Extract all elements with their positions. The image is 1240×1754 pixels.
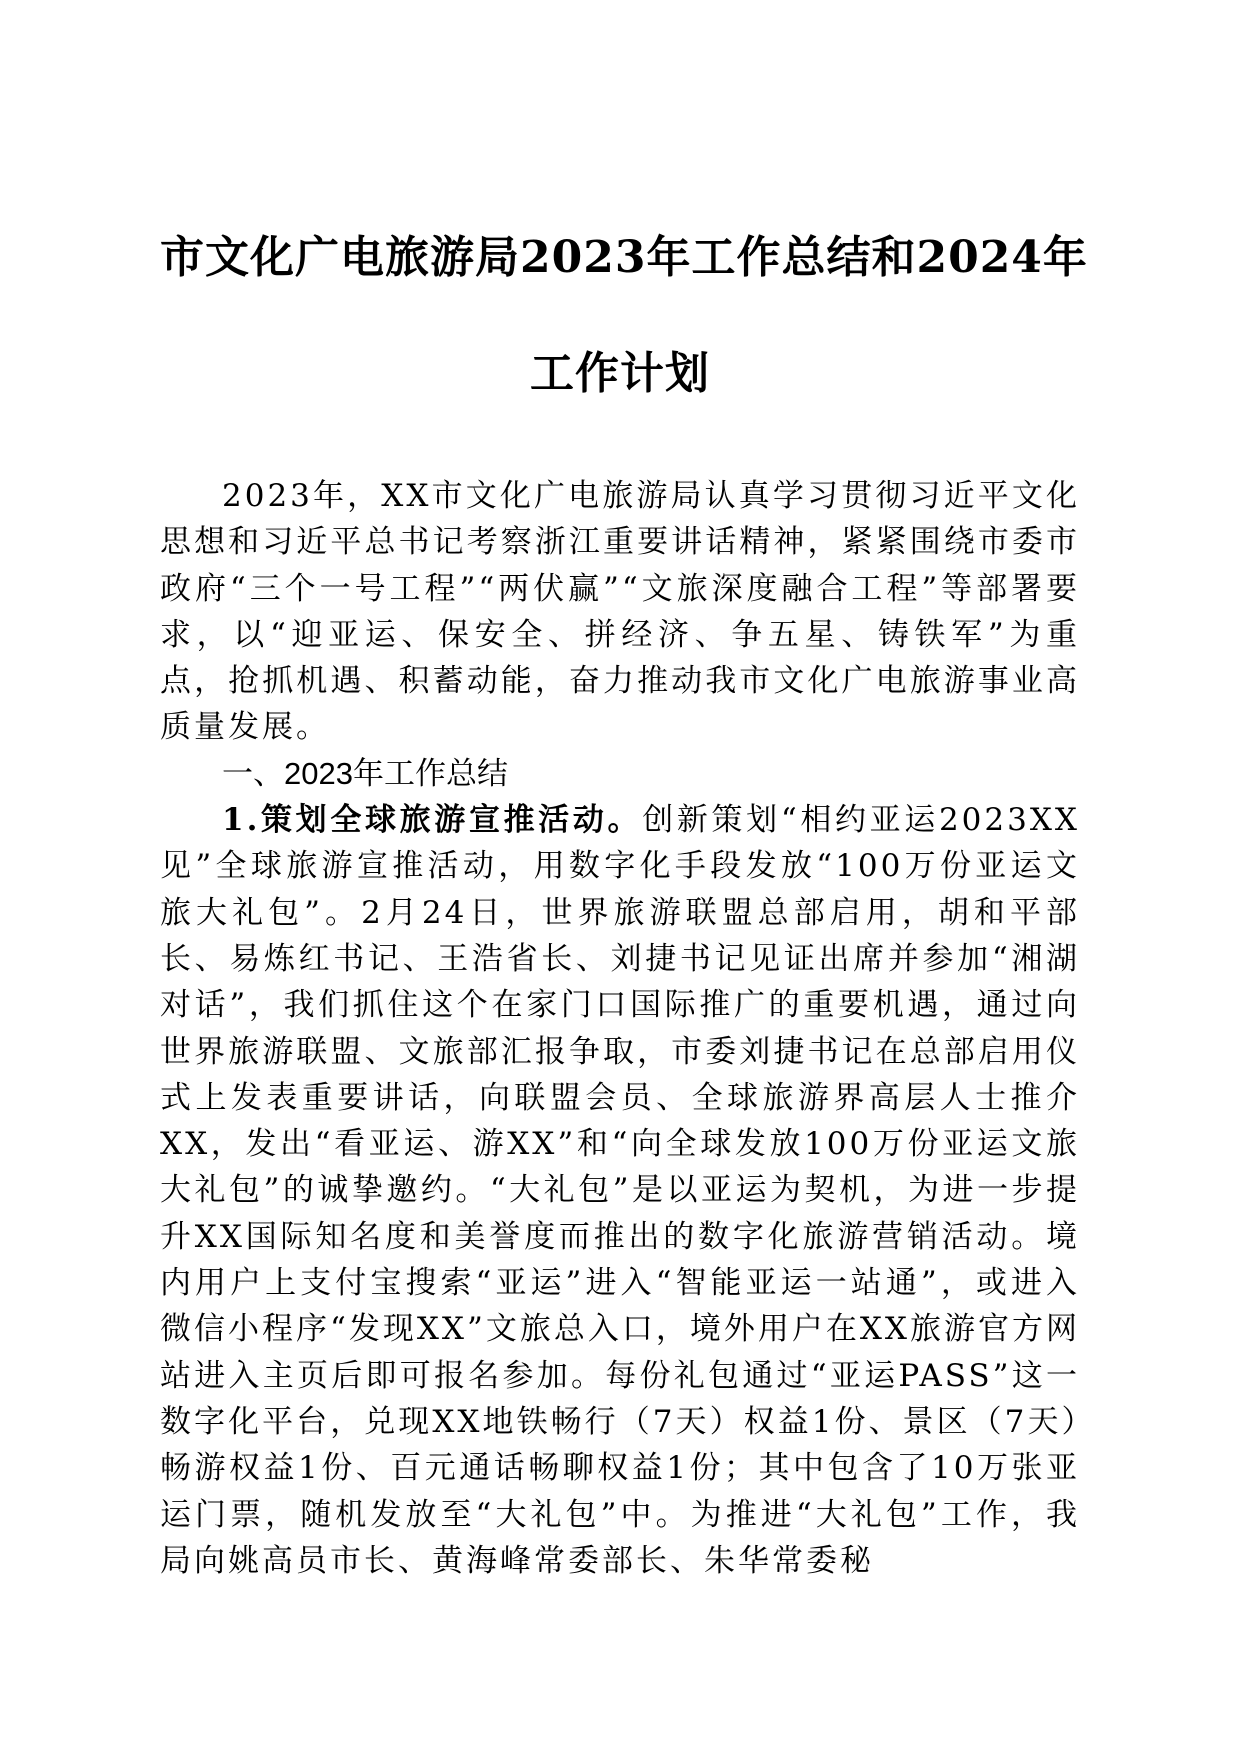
item-1-lead: 1.策划全球旅游宣推活动。 [222,802,643,839]
document-title-line-2: 工作计划 [530,348,710,399]
intro-paragraph: 2023年，XX市文化广电旅游局认真学习贯彻习近平文化思想和习近平总书记考察浙江重要讲话精神，紧紧围绕市委市政府“三个一号工程”“两伏赢”“文旅深度融合工程”等部署要求，以“迎亚运、保安全、拼经济、争五星、铸铁军”为重点，抢抓机遇、积蓄动能，奋力推动我市文化广电旅游事业高质量发展。 [160,478,1080,746]
item-1-paragraph [160,797,1080,1584]
document-title-line-1: 市文化广电旅游局2023年工作总结和2024年 [160,232,1088,283]
document-page [160,0,1088,1754]
document-body [160,473,1080,1584]
section-heading: 一、2023年工作总结 [222,755,508,791]
item-1-body: 创新策划“相约亚运2023XX见”全球旅游宣推活动，用数字化手段发放“100万份亚运文旅大礼包”。2月24日，世界旅游联盟总部启用，胡和平部长、易炼红书记、王浩省长、刘捷书记见证出席并参加“湘湖对话”，我们抓住这个在家门口国际推广的重要机遇，通过向世界旅游联盟、文旅部汇报争取，市委刘捷书记在总部启用仪式上发表重要讲话，向联盟会员、全球旅游界高层人士推介XX，发出“看亚运、游XX”和“向全球发放100万份亚运文旅大礼包”的诚挚邀约。“大礼包”是以亚运为契机，为进一步提升XX国际知名度和美誉度而推出的数字化旅游营销活动。境内用户上支付宝搜索“亚运”进入“智能亚运一站通”，或进入微信小程序“发现XX”文旅总入口，境外用户在XX旅游官方网站进入主页后即可报名参加。每份礼包通过“亚运PASS”这一数字化平台，兑现XX地铁畅行（7天）权益1份、景区（7天）畅游权益1份、百元通话畅聊权益1份；其中包含了10万张亚运门票，随机发放至“大礼包”中。为推进“大礼包”工作，我局向姚高员市长、黄海峰常委部长、朱华常委秘 [160,802,1080,1579]
